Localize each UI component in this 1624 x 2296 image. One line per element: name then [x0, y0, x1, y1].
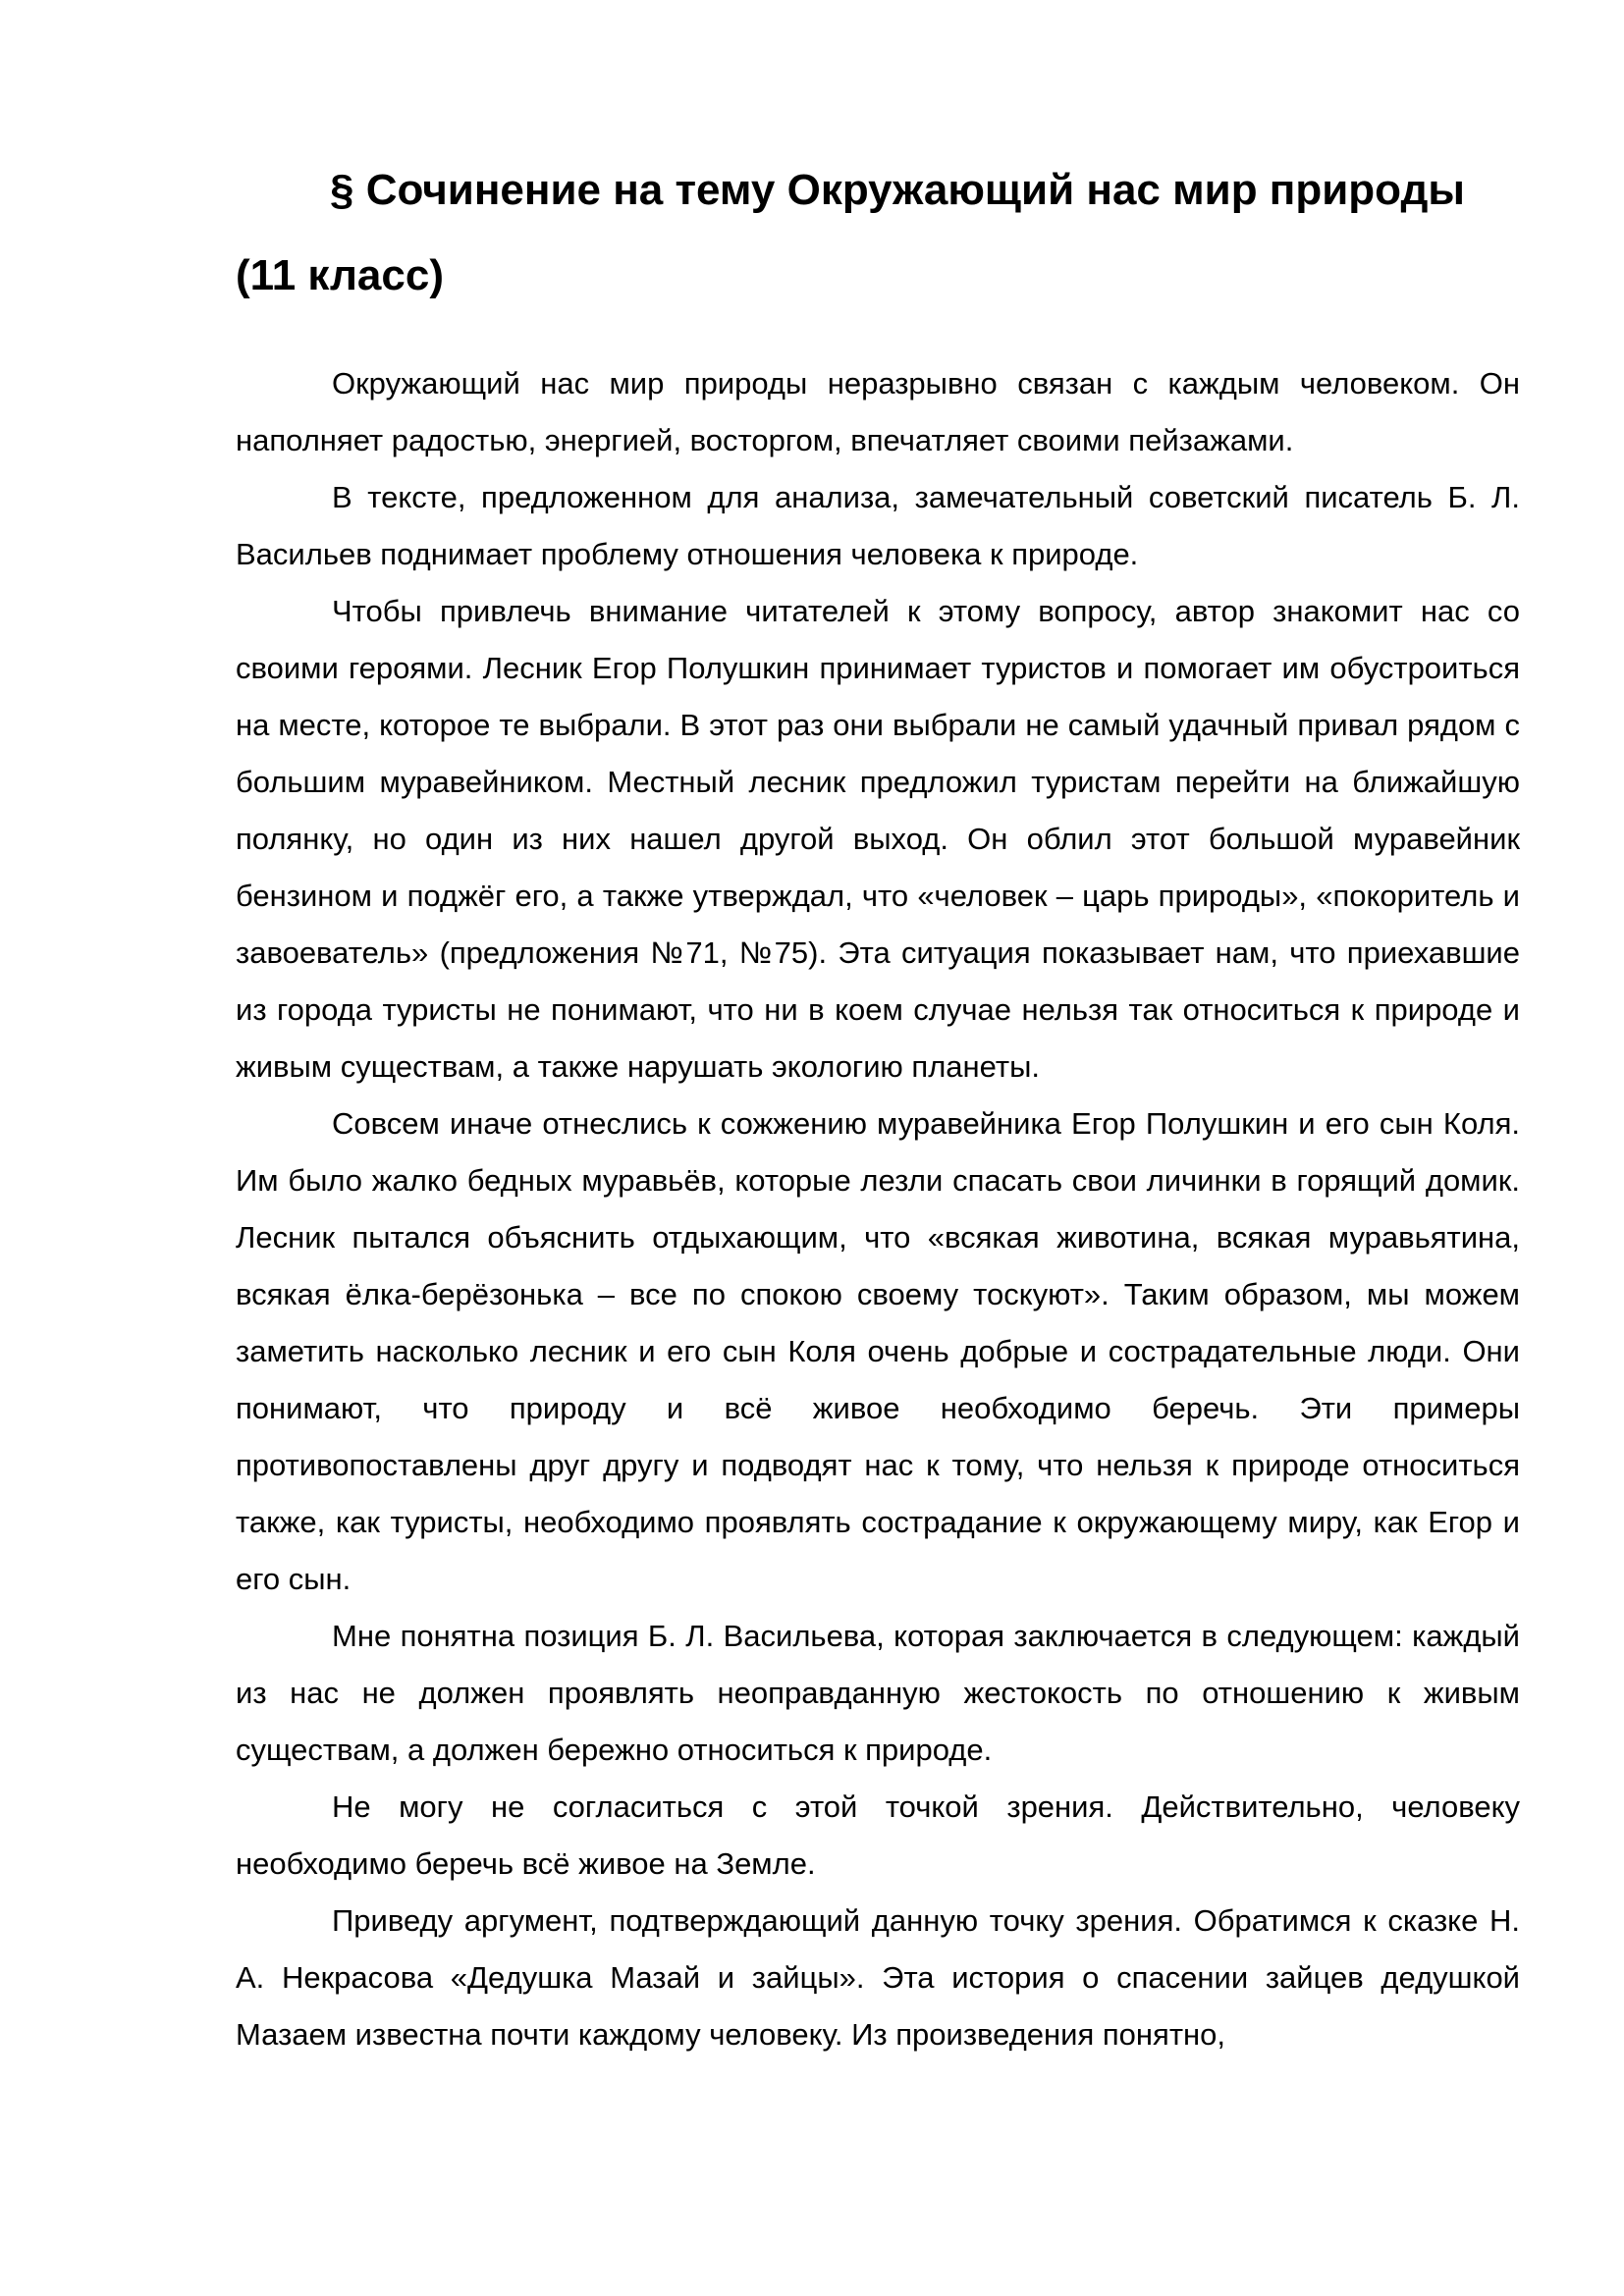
- paragraph: Мне понятна позиция Б. Л. Васильева, которая заключается в следующем: каждый из нас не должен проявлять неоправданную жестокость по отношению к живым существам, а должен бережно относиться к природе.: [236, 1619, 1520, 1767]
- paragraph: Совсем иначе отнеслись к сожжению муравейника Егор Полушкин и его сын Коля. Им было жалко бедных муравьёв, которые лезли спасать свои личинки в горящий домик. Лесник пытался объяснить отдыхающим, что «всякая животина, всякая муравьятина, всякая ёлка-берёзонька – все по спокою своему тоскуют». Таким образом, мы можем заметить насколько лесник и его сын Коля очень добрые и сострадательные люди. Они понимают, что природу и всё живое необходимо беречь. Эти примеры противопоставлены друг другу и подводят нас к тому, что нельзя к природе относиться также, как туристы, необходимо проявлять сострадание к окружающему миру, как Егор и его сын.: [236, 1106, 1520, 1596]
- paragraph: Приведу аргумент, подтверждающий данную точку зрения. Обратимся к сказке Н. А. Некрасова «Дедушка Мазай и зайцы». Эта история о спасении зайцев дедушкой Мазаем известна почти каждому человеку. Из произведения понятно,: [236, 1903, 1520, 2052]
- paragraph: Окружающий нас мир природы неразрывно связан с каждым человеком. Он наполняет радостью, энергией, восторгом, впечатляет своими пейзажами.: [236, 366, 1520, 457]
- essay-title: § Сочинение на тему Окружающий нас мир природы (11 класс): [236, 166, 1465, 299]
- paragraph: В тексте, предложенном для анализа, замечательный советский писатель Б. Л. Васильев поднимает проблему отношения человека к природе.: [236, 480, 1520, 571]
- paragraph: Не могу не согласиться с этой точкой зрения. Действительно, человеку необходимо беречь всё живое на Земле.: [236, 1789, 1520, 1881]
- paragraph: Чтобы привлечь внимание читателей к этому вопросу, автор знакомит нас со своими героями. Лесник Егор Полушкин принимает туристов и помогает им обустроиться на месте, которое те выбрали. В этот раз они выбрали не самый удачный привал рядом с большим муравейником. Местный лесник предложил туристам перейти на ближайшую полянку, но один из них нашел другой выход. Он облил этот большой муравейник бензином и поджёг его, а также утверждал, что «человек – царь природы», «покоритель и завоеватель» (предложения №71, №75). Эта ситуация показывает нам, что приехавшие из города туристы не понимают, что ни в коем случае нельзя так относиться к природе и живым существам, а также нарушать экологию планеты.: [236, 594, 1520, 1084]
- essay-body: [236, 355, 1520, 2063]
